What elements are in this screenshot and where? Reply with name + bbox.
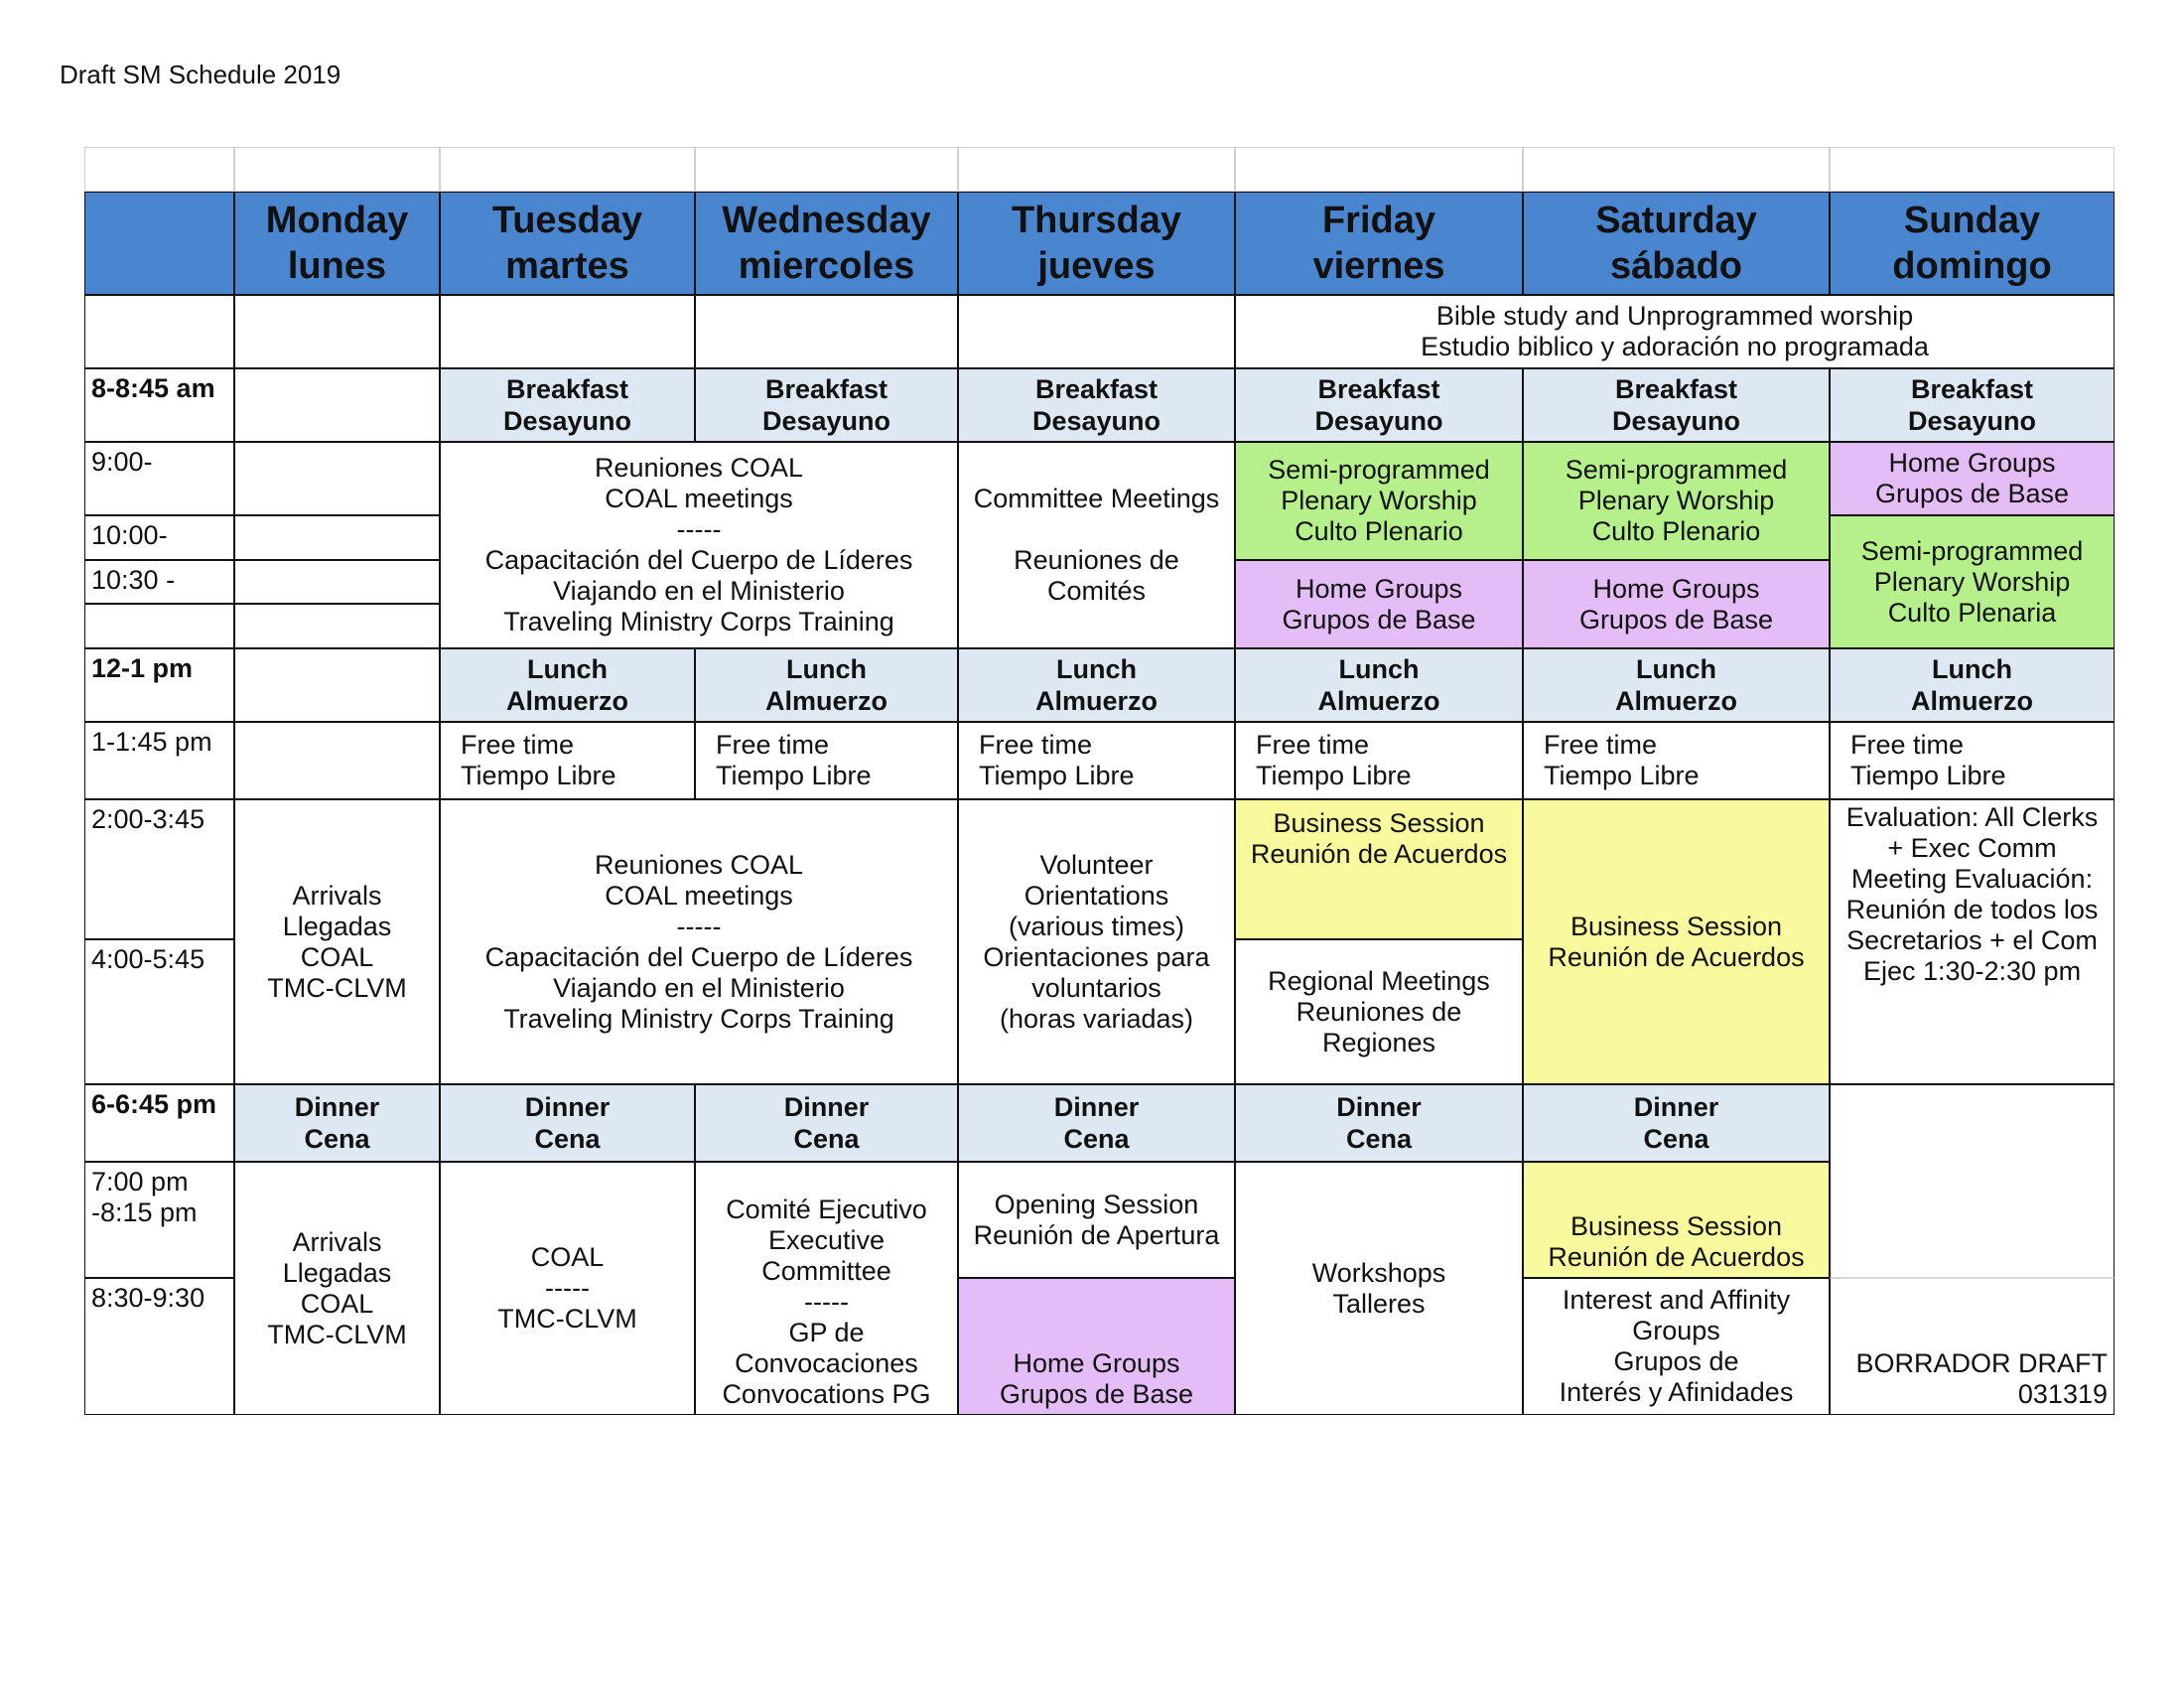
draft-stamp: BORRADOR DRAFT 031319 bbox=[1830, 1278, 2115, 1415]
blank-cell bbox=[958, 295, 1235, 368]
arrivals-evening: Arrivals Llegadas COAL TMC-CLVM bbox=[234, 1162, 440, 1415]
time-label: 9:00- bbox=[84, 442, 234, 515]
coal-training-afternoon: Reuniones COAL COAL meetings ----- Capacitación del Cuerpo de Líderes Viajando en el Ministerio Traveling Ministry Corps Training bbox=[440, 799, 958, 1084]
home-groups-friday: Home Groups Grupos de Base bbox=[1235, 560, 1523, 648]
time-label: 10:00- bbox=[84, 515, 234, 560]
dinner-wednesday: Dinner Cena bbox=[695, 1084, 958, 1162]
blank-cell bbox=[234, 295, 440, 368]
blank-cell bbox=[84, 295, 234, 368]
time-label: 4:00-5:45 bbox=[84, 939, 234, 1084]
blank-cell bbox=[958, 147, 1235, 192]
day-header-monday: Monday lunes bbox=[234, 192, 440, 295]
free-time-wednesday: Free time Tiempo Libre bbox=[695, 722, 958, 799]
free-time-sunday: Free time Tiempo Libre bbox=[1830, 722, 2115, 799]
blank-cell bbox=[1830, 1084, 2115, 1278]
interest-affinity-groups: Interest and Affinity Groups Grupos de Interés y Afinidades bbox=[1523, 1278, 1830, 1415]
blank-cell bbox=[234, 604, 440, 648]
header-corner bbox=[84, 192, 234, 295]
free-time-tuesday: Free time Tiempo Libre bbox=[440, 722, 695, 799]
executive-committee: Comité Ejecutivo Executive Committee ----- GP de Convocaciones Convocations PG bbox=[695, 1162, 958, 1415]
home-groups-thursday: Home Groups Grupos de Base bbox=[958, 1278, 1235, 1415]
regional-meetings: Regional Meetings Reuniones de Regiones bbox=[1235, 939, 1523, 1084]
day-header-wednesday: Wednesday miercoles bbox=[695, 192, 958, 295]
semi-worship-saturday: Semi-programmed Plenary Worship Culto Plenario bbox=[1523, 442, 1830, 560]
opening-session: Opening Session Reunión de Apertura bbox=[958, 1162, 1235, 1278]
blank-cell bbox=[234, 368, 440, 442]
blank-cell bbox=[1830, 147, 2115, 192]
day-header-friday: Friday viernes bbox=[1235, 192, 1523, 295]
blank-cell bbox=[1523, 147, 1830, 192]
blank-cell bbox=[234, 147, 440, 192]
coal-tmc-evening: COAL ----- TMC-CLVM bbox=[440, 1162, 695, 1415]
breakfast-sunday: Breakfast Desayuno bbox=[1830, 368, 2115, 442]
day-header-thursday: Thursday jueves bbox=[958, 192, 1235, 295]
business-session-saturday-evening: Business Session Reunión de Acuerdos bbox=[1523, 1162, 1830, 1278]
breakfast-wednesday: Breakfast Desayuno bbox=[695, 368, 958, 442]
time-label: 7:00 pm -8:15 pm bbox=[84, 1162, 234, 1278]
breakfast-thursday: Breakfast Desayuno bbox=[958, 368, 1235, 442]
committee-meetings: Committee Meetings Reuniones de Comités bbox=[958, 442, 1235, 648]
time-label: 8-8:45 am bbox=[84, 368, 234, 442]
business-session-saturday: Business Session Reunión de Acuerdos bbox=[1523, 799, 1830, 1084]
free-time-saturday: Free time Tiempo Libre bbox=[1523, 722, 1830, 799]
schedule-table bbox=[84, 147, 2115, 1415]
semi-worship-friday: Semi-programmed Plenary Worship Culto Plenario bbox=[1235, 442, 1523, 560]
day-header-sunday: Sunday domingo bbox=[1830, 192, 2115, 295]
business-session-friday: Business Session Reunión de Acuerdos bbox=[1235, 799, 1523, 939]
breakfast-tuesday: Breakfast Desayuno bbox=[440, 368, 695, 442]
blank-cell bbox=[234, 442, 440, 515]
free-time-thursday: Free time Tiempo Libre bbox=[958, 722, 1235, 799]
bible-study-event: Bible study and Unprogrammed worship Estudio biblico y adoración no programada bbox=[1235, 295, 2115, 368]
blank-cell bbox=[84, 147, 234, 192]
lunch-tuesday: Lunch Almuerzo bbox=[440, 648, 695, 722]
lunch-thursday: Lunch Almuerzo bbox=[958, 648, 1235, 722]
home-groups-sunday: Home Groups Grupos de Base bbox=[1830, 442, 2115, 515]
lunch-friday: Lunch Almuerzo bbox=[1235, 648, 1523, 722]
blank-cell bbox=[695, 147, 958, 192]
time-label: 8:30-9:30 bbox=[84, 1278, 234, 1415]
blank-cell bbox=[695, 295, 958, 368]
evaluation-meeting: Evaluation: All Clerks + Exec Comm Meeting Evaluación: Reunión de todos los Secretarios + el Com Ejec 1:30-2:30 pm bbox=[1830, 799, 2115, 1084]
arrivals-afternoon: Arrivals Llegadas COAL TMC-CLVM bbox=[234, 799, 440, 1084]
time-label: 1-1:45 pm bbox=[84, 722, 234, 799]
time-label: 12-1 pm bbox=[84, 648, 234, 722]
breakfast-friday: Breakfast Desayuno bbox=[1235, 368, 1523, 442]
blank-cell bbox=[440, 147, 695, 192]
blank-cell bbox=[234, 722, 440, 799]
blank-cell bbox=[234, 515, 440, 560]
dinner-friday: Dinner Cena bbox=[1235, 1084, 1523, 1162]
blank-cell bbox=[1235, 147, 1523, 192]
blank-cell bbox=[440, 295, 695, 368]
dinner-saturday: Dinner Cena bbox=[1523, 1084, 1830, 1162]
blank-cell bbox=[234, 648, 440, 722]
time-label: 6-6:45 pm bbox=[84, 1084, 234, 1162]
lunch-saturday: Lunch Almuerzo bbox=[1523, 648, 1830, 722]
day-header-saturday: Saturday sábado bbox=[1523, 192, 1830, 295]
blank-cell bbox=[84, 604, 234, 648]
time-label: 10:30 - bbox=[84, 560, 234, 604]
dinner-monday: Dinner Cena bbox=[234, 1084, 440, 1162]
workshops: Workshops Talleres bbox=[1235, 1162, 1523, 1415]
home-groups-saturday: Home Groups Grupos de Base bbox=[1523, 560, 1830, 648]
time-label: 2:00-3:45 bbox=[84, 799, 234, 939]
free-time-friday: Free time Tiempo Libre bbox=[1235, 722, 1523, 799]
semi-worship-sunday: Semi-programmed Plenary Worship Culto Plenaria bbox=[1830, 515, 2115, 648]
coal-training-morning: Reuniones COAL COAL meetings ----- Capacitación del Cuerpo de Líderes Viajando en el Ministerio Traveling Ministry Corps Training bbox=[440, 442, 958, 648]
lunch-sunday: Lunch Almuerzo bbox=[1830, 648, 2115, 722]
blank-cell bbox=[234, 560, 440, 604]
lunch-wednesday: Lunch Almuerzo bbox=[695, 648, 958, 722]
dinner-thursday: Dinner Cena bbox=[958, 1084, 1235, 1162]
document-title: Draft SM Schedule 2019 bbox=[60, 60, 341, 89]
volunteer-orientations: Volunteer Orientations (various times) Orientaciones para voluntarios (horas variadas) bbox=[958, 799, 1235, 1084]
breakfast-saturday: Breakfast Desayuno bbox=[1523, 368, 1830, 442]
day-header-tuesday: Tuesday martes bbox=[440, 192, 695, 295]
dinner-tuesday: Dinner Cena bbox=[440, 1084, 695, 1162]
